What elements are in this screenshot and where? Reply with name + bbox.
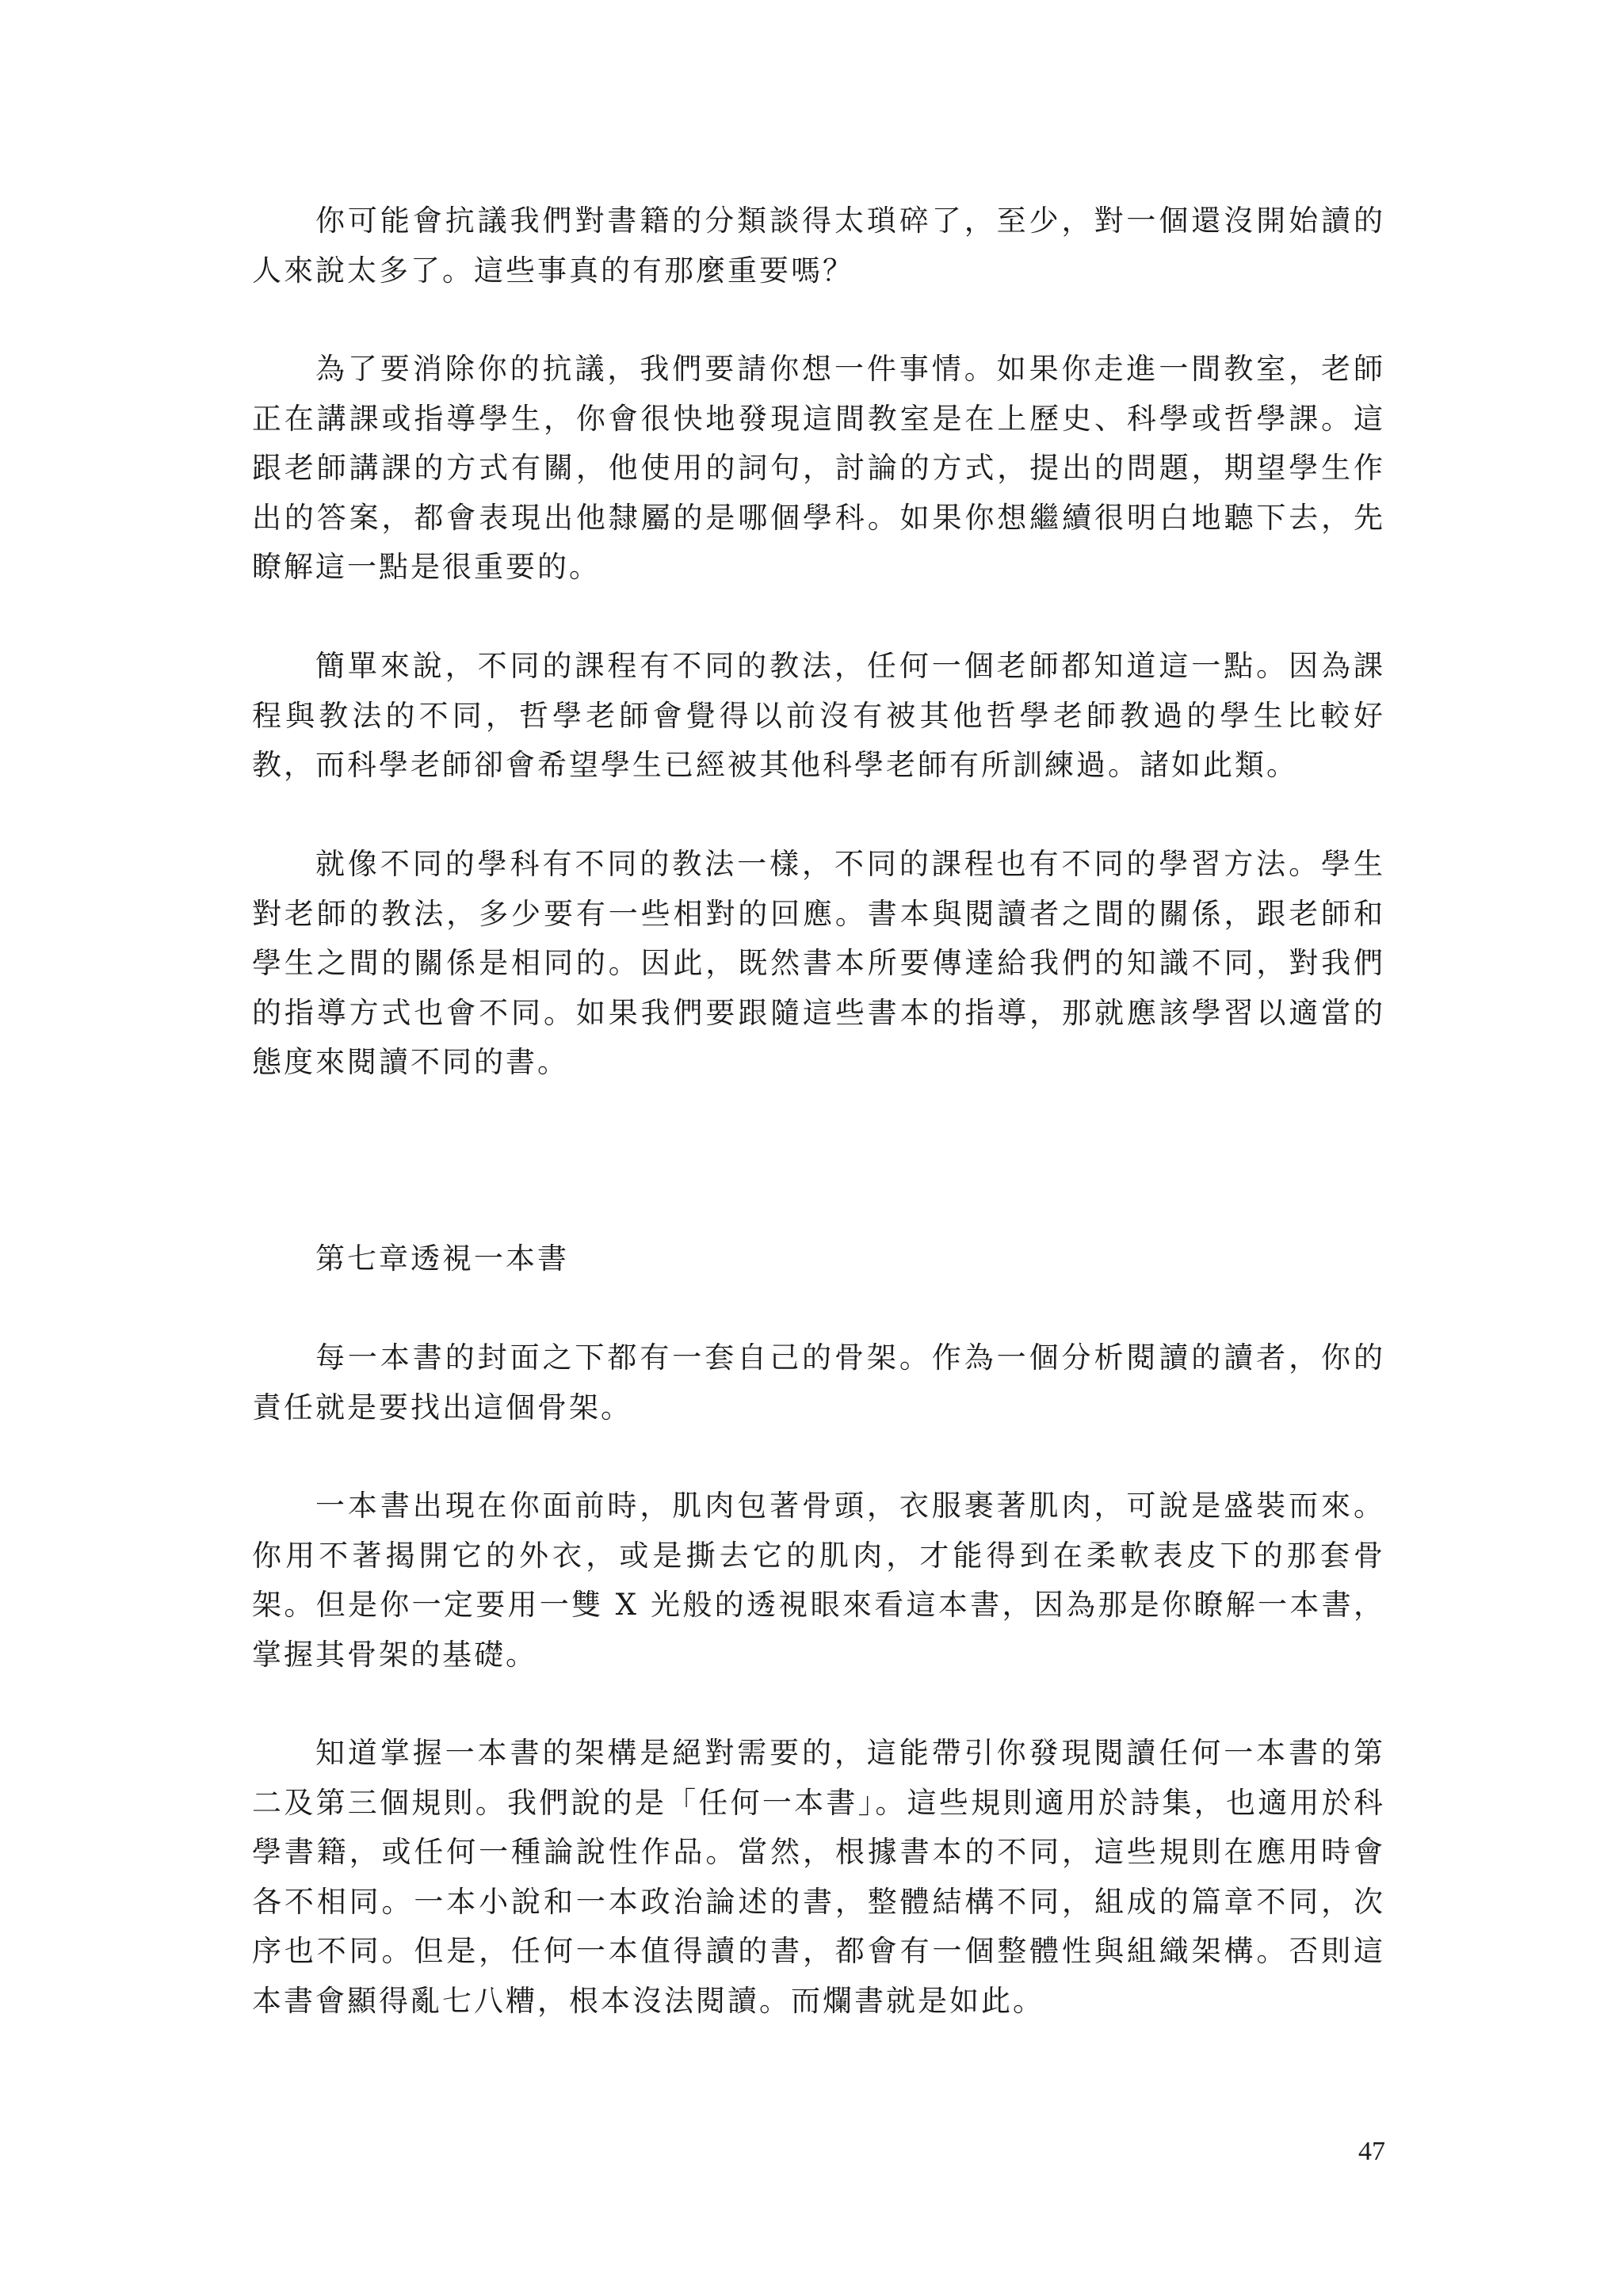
chapter-paragraph-3: 知道掌握一本書的架構是絕對需要的，這能帶引你發現閱讀任何一本書的第二及第三個規則。我們說的是「任何一本書」。這些規則適用於詩集，也適用於科學書籍，或任何一種論說性作品。當然，根據書本的不同，這些規則在應用時會各不相同。一本小說和一本政治論述的書，整體結構不同，組成的篇章不同，次序也不同。但是，任何一本值得讀的書，都會有一個整體性與組織架構。否則這本書會顯得亂七八糟，根本沒法閱讀。而爛書就是如此。 [252,1736,1385,2018]
paragraph-3: 簡單來說，不同的課程有不同的教法，任何一個老師都知道這一點。因為課程與教法的不同，哲學老師會覺得以前沒有被其他哲學老師教過的學生比較好教，而科學老師卻會希望學生已經被其他科學老師有所訓練過。諸如此類。 [252,649,1385,782]
paragraph-2: 為了要消除你的抗議，我們要請你想一件事情。如果你走進一間教室，老師正在講課或指導學生，你會很快地發現這間教室是在上歷史、科學或哲學課。這跟老師講課的方式有關，他使用的詞句，討論的方式，提出的問題，期望學生作出的答案，都會表現出他隸屬的是哪個學科。如果你想繼續很明白地聽下去，先瞭解這一點是很重要的。 [252,352,1385,584]
chapter-heading: 第七章透視一本書 [315,1241,569,1276]
chapter-paragraph-1: 每一本書的封面之下都有一套自己的骨架。作為一個分析閱讀的讀者，你的責任就是要找出這個骨架。 [252,1341,1385,1425]
paragraph-4: 就像不同的學科有不同的教法一樣，不同的課程也有不同的學習方法。學生對老師的教法，多少要有一些相對的回應。書本與閱讀者之間的關係，跟老師和學生之間的關係是相同的。因此，既然書本所要傳達給我們的知識不同，對我們的指導方式也會不同。如果我們要跟隨這些書本的指導，那就應該學習以適當的態度來閱讀不同的書。 [252,847,1385,1079]
chapter-paragraph-2: 一本書出現在你面前時，肌肉包著骨頭，衣服裹著肌肉，可說是盛裝而來。你用不著揭開它的外衣，或是撕去它的肌肉，才能得到在柔軟表皮下的那套骨架。但是你一定要用一雙 X 光般的透視眼來看這本書，因為那是你瞭解一本書，掌握其骨架的基礎。 [252,1489,1385,1672]
paragraph-1: 你可能會抗議我們對書籍的分類談得太瑣碎了，至少，對一個還沒開始讀的人來說太多了。這些事真的有那麼重要嗎？ [252,204,1385,288]
page-number: 47 [1358,2137,1385,2166]
